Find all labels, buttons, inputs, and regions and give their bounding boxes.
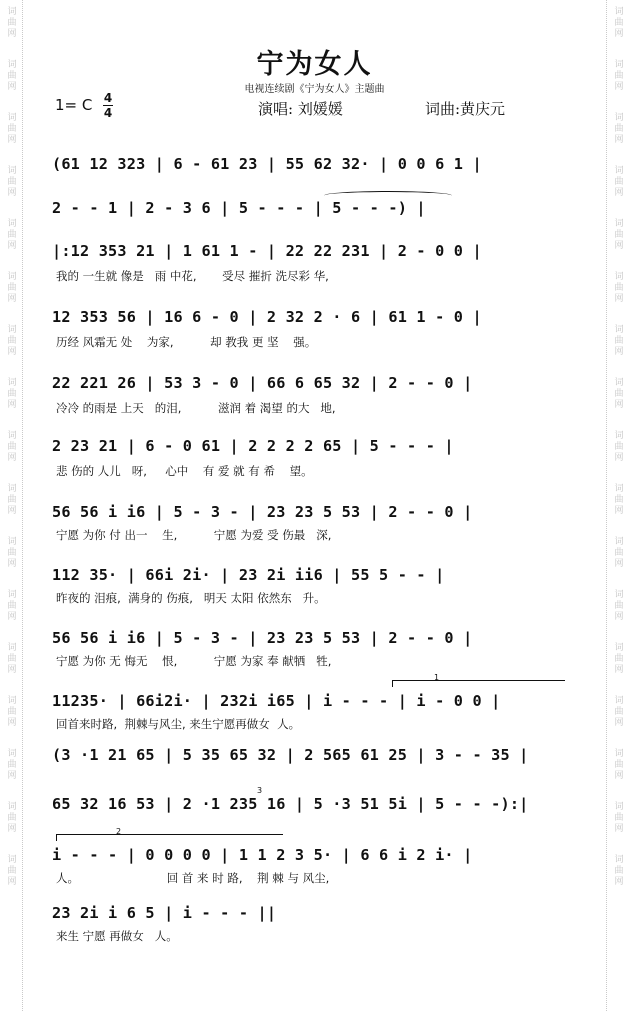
score-line — [52, 437, 574, 478]
watermark-right — [606, 0, 629, 1011]
tie-mark — [324, 191, 452, 200]
watermark-text: 词曲网 — [5, 536, 16, 569]
watermark-text: 词曲网 — [5, 589, 16, 622]
watermark-text: 词曲网 — [5, 324, 16, 357]
watermark-text: 词曲网 — [5, 271, 16, 304]
lyric-line: 回首来时路, 荆棘与风尘, 来生宁愿再做女 人。 — [56, 717, 301, 731]
score-line — [52, 308, 574, 349]
score-line — [52, 827, 574, 885]
notation: 56 56 i i6 | 5 - 3 - | 23 23 5 53 | 2 - - 0 | — [52, 629, 473, 647]
watermark-text: 词曲网 — [5, 483, 16, 516]
notation: 65 32 16 53 | 2 ·1 235 16 | 5 ·3 51 5i | 5 - - -):| — [52, 795, 529, 813]
watermark-text: 词曲网 — [612, 854, 623, 887]
notation: 2 23 21 | 6 - 0 61 | 2 2 2 2 65 | 5 - - - | — [52, 437, 454, 455]
watermark-text: 词曲网 — [612, 642, 623, 675]
song-subtitle: 电视连续剧《宁为女人》主题曲 — [244, 84, 385, 95]
score-line — [52, 199, 574, 217]
watermark-text: 词曲网 — [612, 218, 623, 251]
lyric-line: 冷冷 的雨是 上天 的泪, 滋润 着 渴望 的大 地, — [56, 401, 336, 415]
watermark-text: 词曲网 — [5, 854, 16, 887]
score-line — [52, 374, 574, 415]
lyric-line: 人。 回 首 来 时 路, 荆 棘 与 风尘, — [56, 871, 330, 885]
watermark-text: 词曲网 — [5, 59, 16, 92]
first-ending-label: 1 — [434, 673, 440, 682]
notation: |:12 353 21 | 1 61 1 - | 22 22 231 | 2 - 0 0 | — [52, 242, 482, 260]
lyric-line: 来生 宁愿 再做女 人。 — [56, 929, 178, 943]
watermark-text: 词曲网 — [5, 377, 16, 410]
score-line — [52, 904, 574, 943]
watermark-text: 词曲网 — [612, 324, 623, 357]
score-line — [52, 673, 574, 731]
meter-top: 4 — [103, 91, 113, 105]
watermark-text: 词曲网 — [5, 695, 16, 728]
watermark-text: 词曲网 — [5, 801, 16, 834]
watermark-text: 词曲网 — [5, 430, 16, 463]
watermark-text: 词曲网 — [612, 748, 623, 781]
watermark-text: 词曲网 — [612, 112, 623, 145]
watermark-text: 词曲网 — [5, 748, 16, 781]
lyric-line: 昨夜的 泪痕, 满身的 伤痕, 明天 太阳 依然东 升。 — [56, 591, 326, 605]
watermark-left — [0, 0, 23, 1011]
triplet-mark: 3 — [257, 786, 263, 795]
watermark-text: 词曲网 — [612, 483, 623, 516]
composer-credit: 词曲:黄庆元 — [425, 100, 506, 118]
notation: (61 12 323 | 6 - 61 23 | 55 62 32· | 0 0 6 1 | — [52, 155, 482, 173]
watermark-text: 词曲网 — [612, 6, 623, 39]
score-line — [52, 242, 574, 283]
watermark-text: 词曲网 — [612, 430, 623, 463]
lyric-line: 宁愿 为你 无 悔无 恨, 宁愿 为家 奉 献牺 牲, — [56, 654, 332, 668]
watermark-text: 词曲网 — [612, 271, 623, 304]
watermark-text: 词曲网 — [612, 695, 623, 728]
lyric-line: 我的 一生就 像是 雨 中花, 受尽 摧折 洗尽彩 华, — [56, 269, 329, 283]
score-line — [52, 746, 574, 764]
song-title: 宁为女人 — [256, 49, 373, 80]
watermark-text: 词曲网 — [612, 801, 623, 834]
watermark-text: 词曲网 — [5, 6, 16, 39]
second-ending-label: 2 — [116, 827, 122, 836]
watermark-text: 词曲网 — [612, 59, 623, 92]
lyric-line: 历经 风霜无 处 为家, 却 教我 更 坚 强。 — [56, 335, 317, 349]
notation: i - - - | 0 0 0 0 | 1 1 2 3 5· | 6 6 i 2 i· | — [52, 846, 473, 864]
notation: 2 - - 1 | 2 - 3 6 | 5 - - - | 5 - - -) | — [52, 199, 426, 217]
score-line — [52, 566, 574, 605]
notation: 11235· | 66i2i· | 232i i65 | i - - - | i - 0 0 | — [52, 692, 501, 710]
score-line — [52, 155, 574, 173]
watermark-text: 词曲网 — [612, 377, 623, 410]
notation: 23 2i i 6 5 | i - - - || — [52, 904, 277, 922]
key-signature: 1= C — [55, 96, 93, 114]
watermark-text: 词曲网 — [5, 218, 16, 251]
score-line — [52, 786, 574, 813]
watermark-text: 词曲网 — [5, 112, 16, 145]
score-line — [52, 629, 574, 668]
second-ending-bracket — [56, 834, 283, 841]
watermark-text: 词曲网 — [612, 536, 623, 569]
watermark-text: 词曲网 — [5, 642, 16, 675]
watermark-text: 词曲网 — [5, 165, 16, 198]
notation: 56 56 i i6 | 5 - 3 - | 23 23 5 53 | 2 - - 0 | — [52, 503, 473, 521]
notation: 112 35· | 66i 2i· | 23 2i ii6 | 55 5 - - | — [52, 566, 445, 584]
score-line — [52, 503, 574, 542]
notation: 12 353 56 | 16 6 - 0 | 2 32 2 · 6 | 61 1 - 0 | — [52, 308, 482, 326]
notation: 22 221 26 | 53 3 - 0 | 66 6 65 32 | 2 - - 0 | — [52, 374, 473, 392]
notation: (3 ·1 21 65 | 5 35 65 32 | 2 565 61 25 | 3 - - 35 | — [52, 746, 529, 764]
lyric-line: 悲 伤的 人儿 呀, 心中 有 爱 就 有 希 望。 — [56, 464, 313, 478]
meter-bottom: 4 — [103, 106, 113, 120]
singer-credit: 演唱: 刘媛媛 — [258, 100, 343, 118]
first-ending-bracket — [392, 680, 565, 687]
time-signature — [103, 92, 113, 119]
watermark-text: 词曲网 — [612, 589, 623, 622]
watermark-text: 词曲网 — [612, 165, 623, 198]
lyric-line: 宁愿 为你 付 出一 生, 宁愿 为爱 受 伤最 深, — [56, 528, 332, 542]
